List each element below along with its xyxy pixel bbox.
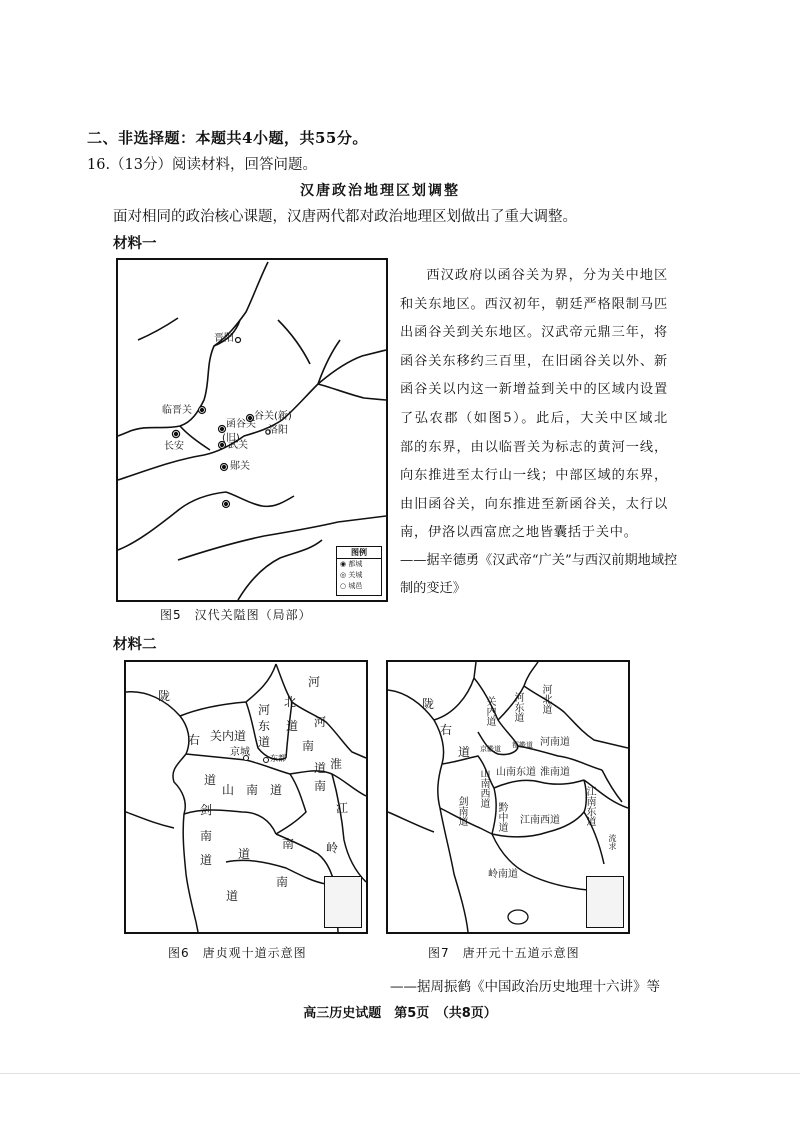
fig6-dongdu-label: 东都: [270, 754, 286, 763]
hanguguan-new-label: 谷关(新): [254, 411, 292, 422]
fig7-henan-label: 河南道: [540, 737, 570, 748]
question-line: 16.（13分）阅读材料，回答问题。: [87, 157, 318, 173]
legend-city: 都城: [348, 560, 363, 568]
fig6-jingcheng-label: 京城: [230, 747, 250, 758]
fig6-hedong-dong: 东: [258, 719, 271, 733]
fig6-shannan-label: 山 南 道: [222, 783, 283, 797]
material2-label: 材料二: [113, 637, 157, 653]
fig7-qianzhong-label: 黔中道: [496, 802, 507, 832]
page-footer: 高三历史试题 第5页 （共8页）: [303, 1006, 497, 1021]
figure6-caption: 图6 唐贞观十道示意图: [168, 946, 307, 960]
fig6-hebei-dao: 道: [286, 719, 299, 733]
fig7-hedong-label: 河东道: [512, 692, 523, 722]
changan-label: 长安: [164, 441, 184, 452]
material-title: 汉唐政治地理区划调整: [300, 183, 460, 199]
fig7-jingji-label: 京畿道: [480, 745, 501, 753]
fig6-henan-he: 河: [314, 715, 327, 729]
fig6-hedong-he: 河: [258, 703, 271, 717]
fig6-huai-label: 淮: [330, 757, 343, 771]
fig6-nan-mid: 南: [282, 837, 295, 851]
material2-source: ——据周振鹤《中国政治历史地理十六讲》等: [390, 979, 660, 995]
figure7-caption: 图7 唐开元十五道示意图: [428, 946, 580, 960]
fig7-dao-label: 道: [458, 745, 471, 759]
fig6-south-sea-inset: [324, 876, 362, 928]
tang-zhenguan-map: [124, 660, 368, 934]
tang-kaiyuan-map: [386, 660, 630, 934]
legend-pass-icon: ◎: [340, 571, 349, 579]
fig7-liuqiu-label: 流求: [608, 834, 617, 850]
fig7-jiannan-label: 剑南道: [456, 796, 467, 826]
material1-text: 西汉政府以函谷关为界，分为关中地区和关东地区。西汉初年，朝廷严格限制马匹出函谷关到关东地区。汉武帝元鼎三年，将函谷关东移约三百里，在旧函谷关以外、新函谷关以内这一新增益到关中的区域内设置了弘农郡（如图5）。此后，大关中区域北部的东界，由以临晋关为标志的黄河一线，向东推进至太行山一线；中部区域的东界，由旧函谷关，向东推进至新函谷关，太行以南，伊洛以西富庶之地皆囊括于关中。: [400, 268, 668, 541]
fig6-jian-dao: 道: [200, 853, 213, 867]
fig7-hebei-label: 河北道: [540, 684, 551, 714]
han-passes-map: [116, 258, 388, 602]
fig6-ling-label: 岭: [326, 841, 339, 855]
fig6-jian-label: 剑: [200, 803, 213, 817]
fig6-henan-dao: 道: [314, 761, 327, 775]
fig7-huainan-label: 淮南道: [540, 767, 570, 778]
fig6-long-label: 陇: [158, 689, 171, 703]
section-header: 二、非选择题：本题共4小题，共55分。: [87, 129, 368, 147]
linjinguan-label: 临晋关: [162, 405, 192, 416]
fig7-duji-label: 都畿道: [512, 741, 533, 749]
fig6-dao-left: 道: [204, 773, 217, 787]
fig6-hedong-dao: 道: [258, 735, 271, 749]
fig6-guannei-label: 关内道: [210, 729, 247, 743]
fig7-long-label: 陇: [422, 697, 435, 711]
material1-source: ——据辛德勇《汉武帝“广关”与西汉前期地域控制的变迁》: [400, 553, 678, 596]
legend-city-icon: ◉: [340, 560, 349, 568]
fig6-dao-bottom: 道: [226, 889, 239, 903]
material1-label: 材料一: [113, 236, 157, 252]
map-legend: [336, 546, 382, 596]
yuguan-label: 郧关: [230, 461, 250, 472]
fig6-jian-nan: 南: [200, 829, 213, 843]
fig6-nan-bottom: 南: [276, 875, 289, 889]
intro-text: 面对相同的政治核心课题，汉唐两代都对政治地理区划做出了重大调整。: [113, 209, 577, 225]
fig7-lingnan-label: 岭南道: [488, 869, 518, 880]
fig7-shannanxi-label: 山南西道: [478, 768, 489, 808]
fig7-you-label: 右: [440, 723, 453, 737]
hanguguan-old-label: 函谷关: [226, 419, 256, 430]
legend-town-icon: ○: [340, 582, 349, 590]
fig6-jiang-label: 江: [336, 801, 349, 815]
hangu-jiu-label: (旧): [222, 433, 240, 444]
luoyang-label: 洛阳: [268, 425, 288, 436]
legend-town: 城邑: [348, 582, 363, 590]
bottom-divider: [0, 1073, 800, 1074]
legend-pass: 关城: [348, 571, 363, 579]
fig7-guannei-label: 关内道: [484, 696, 495, 726]
legend-title: 图例: [337, 547, 381, 559]
fig6-hebei-he: 河: [308, 675, 321, 689]
fig6-you-label: 右: [188, 733, 201, 747]
wuguan-label: 武关: [228, 440, 248, 451]
fig7-shannandong-label: 山南东道: [496, 767, 536, 778]
fig6-henan-nan: 南: [302, 739, 315, 753]
jinyang-label: 晋阳: [214, 333, 234, 344]
fig7-south-sea-inset: [586, 876, 624, 928]
figure5-caption: 图5 汉代关隘图（局部）: [160, 608, 312, 622]
fig6-hebei-bei: 北: [284, 695, 297, 709]
fig6-nan-small: 南: [314, 779, 327, 793]
fig6-dao-mid: 道: [238, 847, 251, 861]
fig7-jiangnandong-label: 江南东道: [584, 786, 595, 826]
fig7-jiangnanxi-label: 江南西道: [520, 815, 560, 826]
